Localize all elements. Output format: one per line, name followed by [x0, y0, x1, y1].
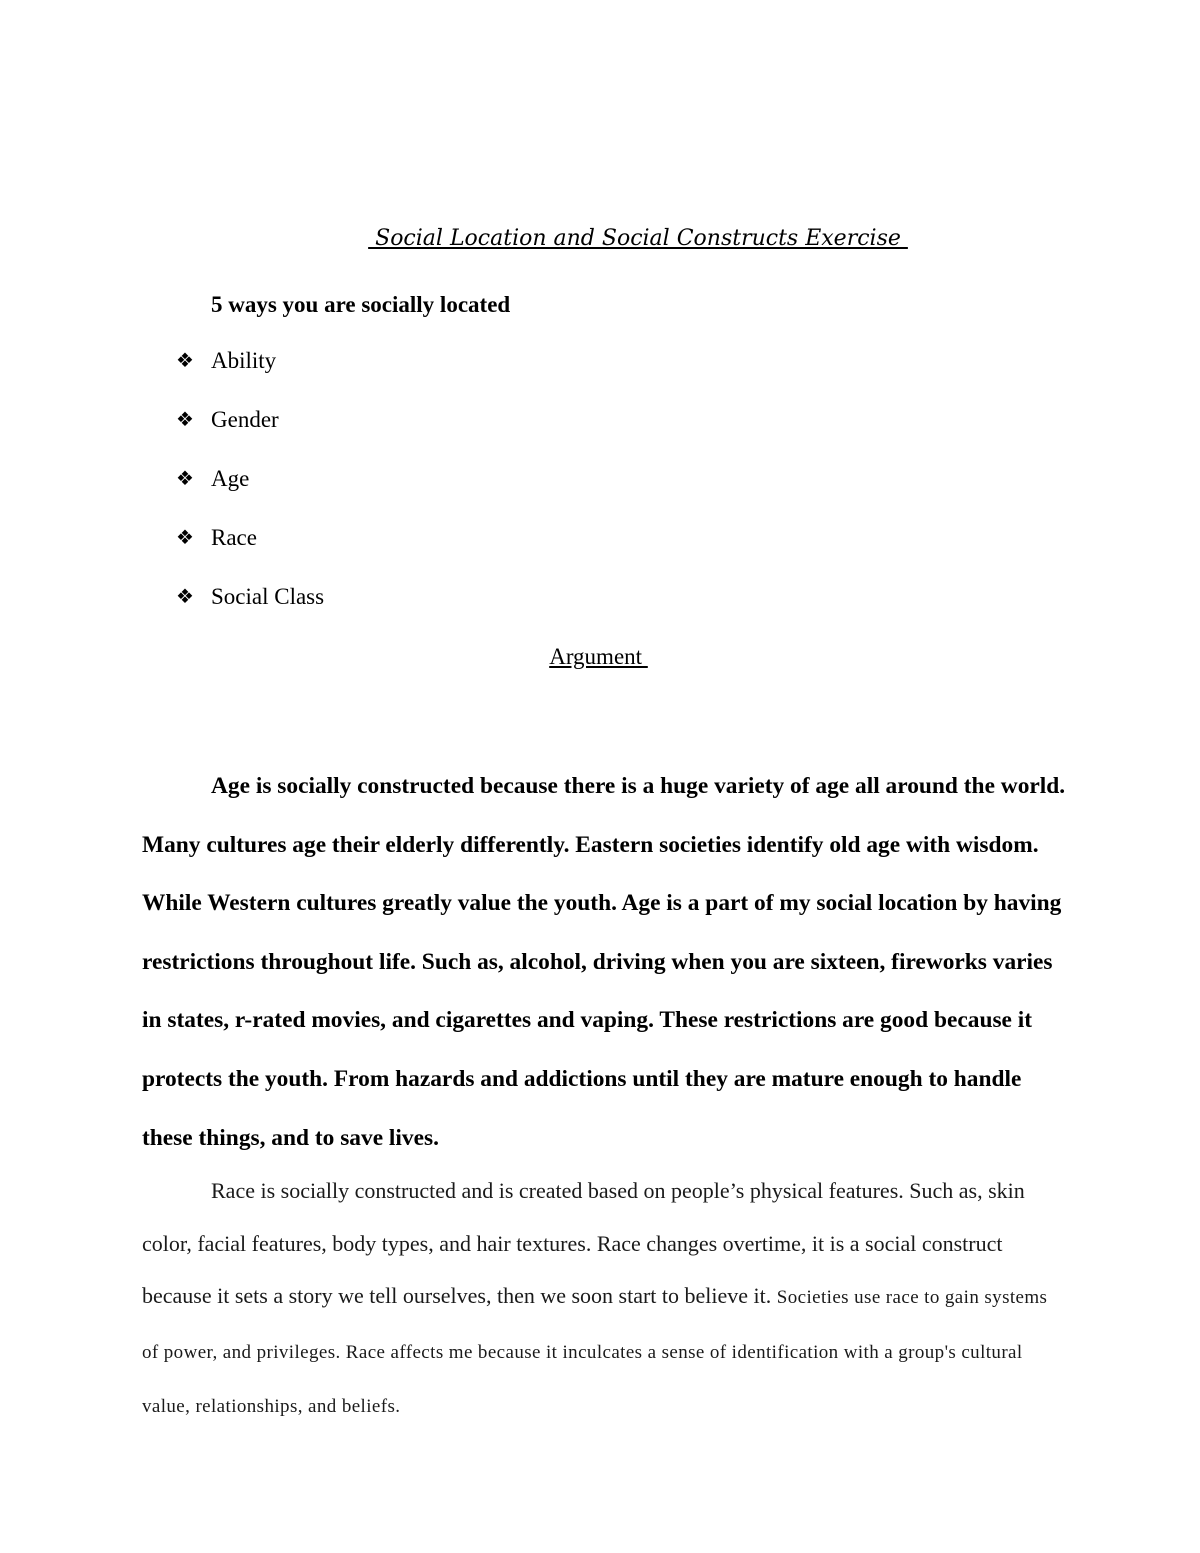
paragraph-race	[142, 1165, 1052, 1434]
paragraph-race-part-2: Societies use race to gain systems of power, and privileges. Race affects me because it inculcates a sense of identification with a group's cultural value, relationships, and beliefs.	[142, 1287, 1048, 1417]
diamond-bullet-icon: ❖	[176, 468, 194, 490]
diamond-bullet-icon: ❖	[176, 586, 194, 608]
subheading: 5 ways you are socially located	[211, 292, 511, 317]
diamond-bullet-icon: ❖	[176, 350, 194, 372]
list-item	[176, 582, 324, 641]
list-item	[176, 346, 324, 405]
social-location-list	[176, 346, 324, 641]
list-item-label: Race	[211, 525, 257, 550]
list-item-label: Age	[211, 466, 250, 491]
document-title: Social Location and Social Constructs Exercise	[368, 226, 908, 251]
list-item	[176, 405, 324, 464]
list-item-label: Ability	[211, 348, 277, 373]
list-item-label: Gender	[211, 407, 279, 432]
paragraph-age: Age is socially constructed because there is a huge variety of age all around the world. Many cultures age their elderly differently. Eastern societies identify old age with wisdom. While Western cultures greatly value the youth. Age is a part of my social location by having restrictions throughout life. Such as, alcohol, driving when you are sixteen, fireworks varies in states, r-rated movies, and cigarettes and vaping. These restrictions are good because it protects the youth. From hazards and addictions until they are mature enough to handle these things, and to save lives.	[142, 773, 1066, 1151]
paragraph-race-part-1: Race is socially constructed and is created based on people’s physical features. Such as, skin color, facial features, body types, and hair textures. Race changes overtime, it is a social construct because it sets a story we tell ourselves, then we soon start to believe it.	[142, 1178, 1025, 1308]
list-item	[176, 464, 324, 523]
diamond-bullet-icon: ❖	[176, 409, 194, 431]
diamond-bullet-icon: ❖	[176, 527, 194, 549]
section-heading-argument: Argument	[549, 644, 648, 669]
list-item	[176, 523, 324, 582]
list-item-label: Social Class	[211, 584, 325, 609]
